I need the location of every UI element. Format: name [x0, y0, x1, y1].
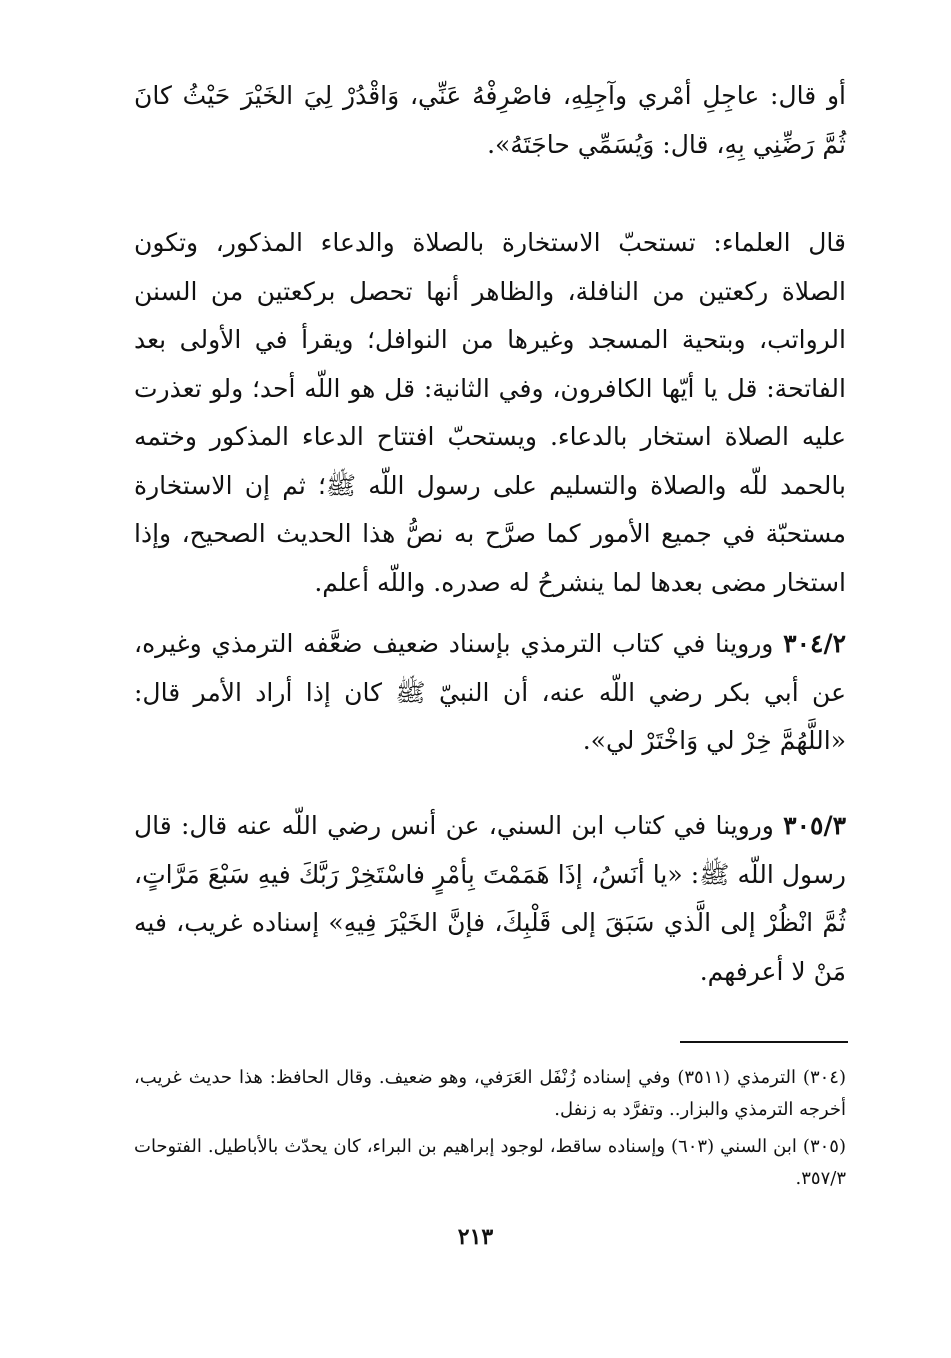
paragraph-scholars-commentary	[134, 219, 846, 607]
paragraph-text: أو قال: عاجِلِ أمْري وآجِلِهِ، فاصْرِفْهُ عَنِّي، وَاقْدُرْ لِيَ الخَيْرَ حَيْثُ كانَ ثُمَّ رَضِّنِي بِهِ، قال: وَيُسَمِّي حاجَتَهُ».	[134, 81, 846, 159]
hadith-number: ٣٠٥/٣	[783, 811, 846, 840]
paragraph-hadith-305	[134, 802, 846, 996]
footnote-separator	[680, 1041, 848, 1043]
page-number: ٢١٣	[457, 1224, 494, 1250]
footnote-305: (٣٠٥) ابن السني (٦٠٣) وإسناده ساقط، لوجود إبراهيم بن البراء، كان يحدّث بالأباطيل. الفتوحات ٣٥٧/٣.	[134, 1136, 846, 1189]
hadith-number: ٣٠٤/٢	[783, 629, 846, 658]
paragraph-text: وروينا في كتاب ابن السني، عن أنس رضي اللّه عنه قال: قال رسول اللّه ﷺ: «يا أنَسُ، إذَا هَمَمْتَ بِأمْرٍ فاسْتَخِرْ رَبَّكَ فيهِ سَبْعَ مَرَّاتٍ، ثُمَّ انْظُرْ إلى الَّذي سَبَقَ إلى قَلْبِكَ، فإنَّ الخَيْرَ فِيهِ» إسناده غريب، فيه مَنْ لا أعرفهم.	[134, 811, 846, 986]
paragraph-hadith-304	[134, 620, 846, 766]
paragraph-hadith-continuation	[134, 72, 846, 169]
paragraph-text: وروينا في كتاب الترمذي بإسناد ضعيف ضعَّفه الترمذي وغيره، عن أبي بكر رضي اللّه عنه، أن النبيّ ﷺ كان إذا أراد الأمر قال: «اللَّهُمَّ خِرْ لي وَاخْتَرْ لي».	[134, 629, 847, 755]
footnote-304: (٣٠٤) الترمذي (٣٥١١) وفي إسناده زُنْفَل العَرَفي، وهو ضعيف. وقال الحافظ: هذا حديث غريب، أخرجه الترمذي والبزار.. وتفرَّد به زنفل.	[134, 1067, 846, 1120]
paragraph-text: قال العلماء: تستحبّ الاستخارة بالصلاة والدعاء المذكور، وتكون الصلاة ركعتين من النافلة، والظاهر أنها تحصل بركعتين من السنن الرواتب، وبتحية المسجد وغيرها من النوافل؛ ويقرأ في الأولى بعد الفاتحة: قل يا أيّها الكافرون، وفي الثانية: قل هو اللّه أحد؛ ولو تعذرت عليه الصلاة استخار بالدعاء. ويستحبّ افتتاح الدعاء المذكور وختمه بالحمد للّه والصلاة والتسليم على رسول اللّه ﷺ؛ ثم إن الاستخارة مستحبّة في جميع الأمور كما صرَّح به نصُّ هذا الحديث الصحيح، وإذا استخار مضى بعدها لما ينشرحُ له صدره. واللّه أعلم.	[134, 228, 846, 597]
